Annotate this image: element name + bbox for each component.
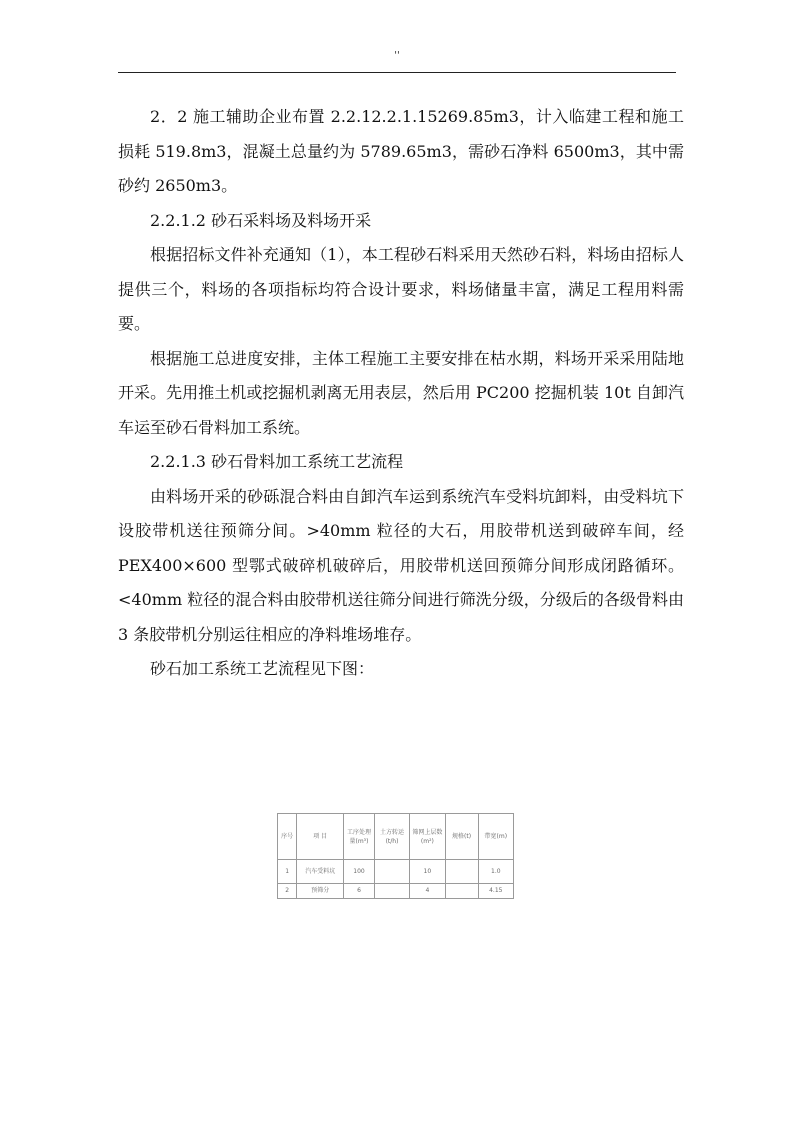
table-header-cell: 筛网上层数(m²)	[410, 814, 445, 860]
document-body	[118, 100, 684, 687]
table-cell: 汽车受料坑	[297, 860, 344, 884]
figure-caption: 砂石加工系统工艺流程见下图：	[150, 659, 375, 678]
table-cell	[374, 883, 409, 898]
table-header-cell: 土方转运(t/h)	[374, 814, 409, 860]
table-row	[278, 860, 514, 884]
table-header-row	[278, 814, 514, 860]
process-flow-table-image	[277, 813, 514, 899]
paragraph-1: 2．2 施工辅助企业布置 2.2.12.2.1.15269.85m3，计入临建工程和施工损耗 519.8m3，混凝土总量约为 5789.65m3，需砂石净料 6500m3，其中需砂约 2650m3。	[118, 107, 684, 195]
table-cell: 10	[410, 860, 445, 884]
table-header-cell: 规格(t)	[445, 814, 478, 860]
table-cell: 6	[344, 883, 375, 898]
table-cell	[445, 860, 478, 884]
section-heading-2-2-1-2: 2.2.1.2 砂石采料场及料场开采	[150, 210, 372, 230]
table-cell: 4.15	[478, 883, 513, 898]
table-header-cell: 带宽(m)	[478, 814, 513, 860]
table-cell: 100	[344, 860, 375, 884]
table-cell: 2	[278, 883, 297, 898]
table-row	[278, 883, 514, 898]
header-mark: ''	[394, 50, 400, 61]
paragraph-2: 根据招标文件补充通知（1），本工程砂石料采用天然砂石料，料场由招标人提供三个，料场的各项指标均符合设计要求，料场储量丰富，满足工程用料需要。	[118, 245, 684, 333]
table-cell	[445, 883, 478, 898]
table-header-cell: 工序处理量(m³)	[344, 814, 375, 860]
section-heading-2-2-1-3: 2.2.1.3 砂石骨料加工系统工艺流程	[150, 452, 404, 471]
table-cell	[374, 860, 409, 884]
header-rule	[118, 72, 676, 73]
table-cell: 1	[278, 860, 297, 884]
paragraph-3: 根据施工总进度安排，主体工程施工主要安排在枯水期，料场开采采用陆地开采。先用推土机或挖掘机剥离无用表层，然后用 PC200 挖掘机装 10t 自卸汽车运至砂石骨料加工系统。	[118, 348, 684, 437]
table-cell: 4	[410, 883, 445, 898]
paragraph-4: 由料场开采的砂砾混合料由自卸汽车运到系统汽车受料坑卸料，由受料坑下设胶带机送往预筛分间。>40mm 粒径的大石，用胶带机送到破碎车间，经 PEX400×600 型鄂式破碎机破碎后，用胶带机送回预筛分间形成闭路循环。<40mm 粒径的混合料由胶带机送往筛分间进行筛洗分级，分级后的各级骨料由 3 条胶带机分别运往相应的净料堆场堆存。	[118, 486, 684, 644]
table-cell: 1.0	[478, 860, 513, 884]
table-cell: 预筛分	[297, 883, 344, 898]
table-header-cell: 序号	[278, 814, 297, 860]
table-header-cell: 项 目	[297, 814, 344, 860]
process-flow-table	[277, 813, 514, 899]
